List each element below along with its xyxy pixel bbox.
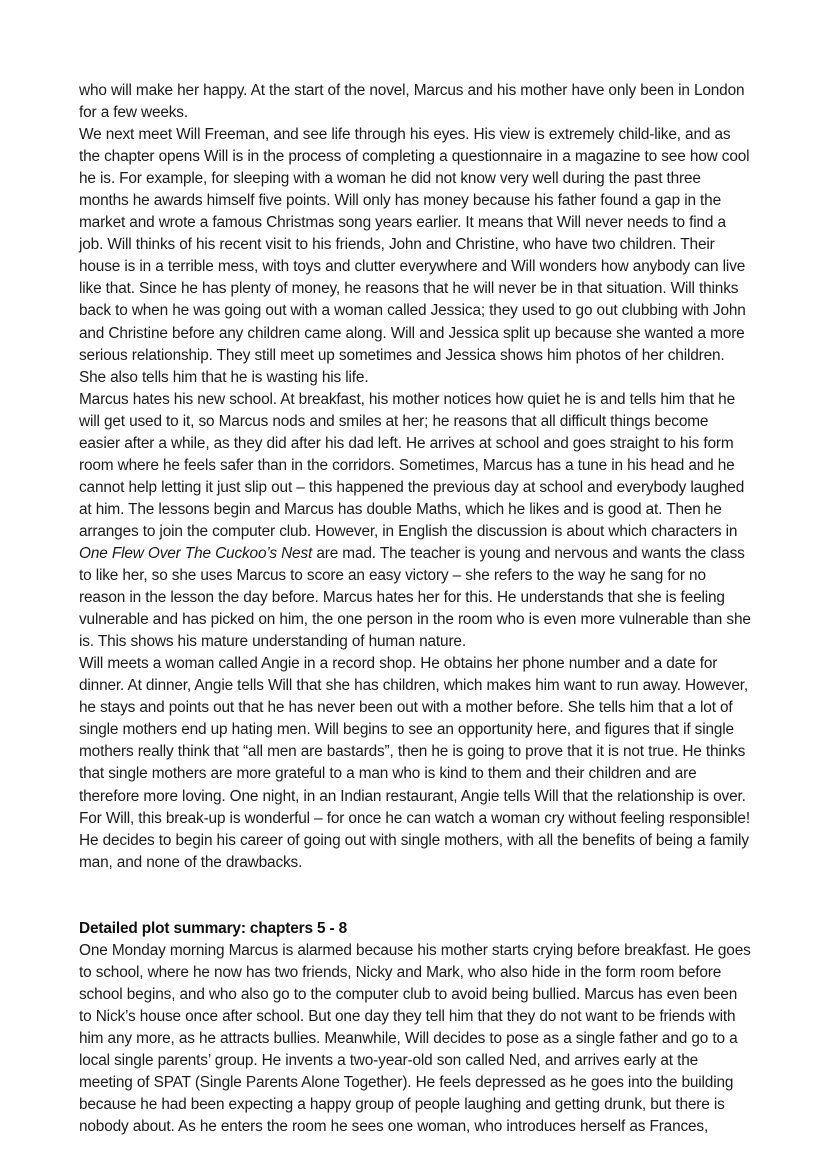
- section-heading-detailed-plot-summary: Detailed plot summary: chapters 5 - 8: [79, 919, 347, 937]
- body-paragraph-3-text-before-title: Marcus hates his new school. At breakfast, his mother notices how quiet he is and tells him that he will get used to it, so Marcus nods and smiles at her; he reasons that all difficult things become easier after a while, as they did after his dad left. He arrives at school and goes straight to his form room where he feels safer than in the corridors. Sometimes, Marcus has a tune in his head and he cannot help letting it just slip out – this happened the previous day at school and everybody laughed at him. The lessons begin and Marcus has double Maths, which he likes and is good at. Then he arranges to join the computer club. However, in English the discussion is about which characters in: [79, 390, 745, 540]
- body-paragraph-3: [79, 389, 752, 654]
- book-title-one-flew-over-the-cuckoos-nest: One Flew Over The Cuckoo’s Nest: [79, 544, 313, 562]
- text-column: [79, 80, 752, 1138]
- body-paragraph-4: Will meets a woman called Angie in a record shop. He obtains her phone number and a date for dinner. At dinner, Angie tells Will that she has children, which makes him want to run away. However, he stays and points out that he has never been out with a mother before. She tells him that a lot of single mothers end up hating men. Will begins to see an opportunity here, and figures that if single mothers really think that “all men are bastards”, then he is going to prove that it is not true. He thinks that single mothers are more grateful to a man who is kind to them and their children and are therefore more loving. One night, in an Indian restaurant, Angie tells Will that the relationship is over. For Will, this break-up is wonderful – for once he can watch a woman cry without feeling responsible! He decides to begin his career of going out with single mothers, with all the benefits of being a family man, and none of the drawbacks.: [79, 655, 750, 871]
- body-paragraph-3-text-after-title: are mad. The teacher is young and nervous and wants the class to like her, so she uses Marcus to score an easy victory – she refers to the way he sang for no reason in the lesson the day before. Marcus hates her for this. He understands that she is feeling vulnerable and has picked on him, the one person in the room who is even more vulnerable than she is. This shows his mature understanding of human nature.: [79, 544, 751, 651]
- body-paragraph-2: We next meet Will Freeman, and see life through his eyes. His view is extremely child-like, and as the chapter opens Will is in the process of completing a questionnaire in a magazine to see how cool he is. For example, for sleeping with a woman he did not know very well during the past three months he awards himself five points. Will only has money because his father found a gap in the market and wrote a famous Christmas song years earlier. It means that Will never needs to find a job. Will thinks of his recent visit to his friends, John and Christine, who have two children. Their house is in a terrible mess, with toys and clutter everywhere and Will wonders how anybody can live like that. Since he has plenty of money, he reasons that he will never be in that situation. Will thinks back to when he was going out with a woman called Jessica; they used to go out clubbing with John and Christine before any children came along. Will and Jessica split up because she wanted a more serious relationship. They still meet up sometimes and Jessica shows him photos of her children. She also tells him that he is wasting his life.: [79, 126, 750, 386]
- section-paragraph-1: One Monday morning Marcus is alarmed because his mother starts crying before breakfast. He goes to school, where he now has two friends, Nicky and Mark, who also hide in the form room before school begins, and who also go to the computer club to avoid being bullied. Marcus has even been to Nick’s house once after school. But one day they tell him that they do not want to be friends with him any more, as he attracts bullies. Meanwhile, Will decides to pose as a single father and go to a local single parents’ group. He invents a two-year-old son called Ned, and arrives early at the meeting of SPAT (Single Parents Alone Together). He feels depressed as he goes into the building because he had been expecting a happy group of people laughing and getting drunk, but there is nobody about. As he enters the room he sees one woman, who introduces herself as Frances,: [79, 941, 751, 1136]
- body-paragraph-1: who will make her happy. At the start of the novel, Marcus and his mother have only been in London for a few weeks.: [79, 82, 745, 122]
- section-spacer: [79, 874, 752, 918]
